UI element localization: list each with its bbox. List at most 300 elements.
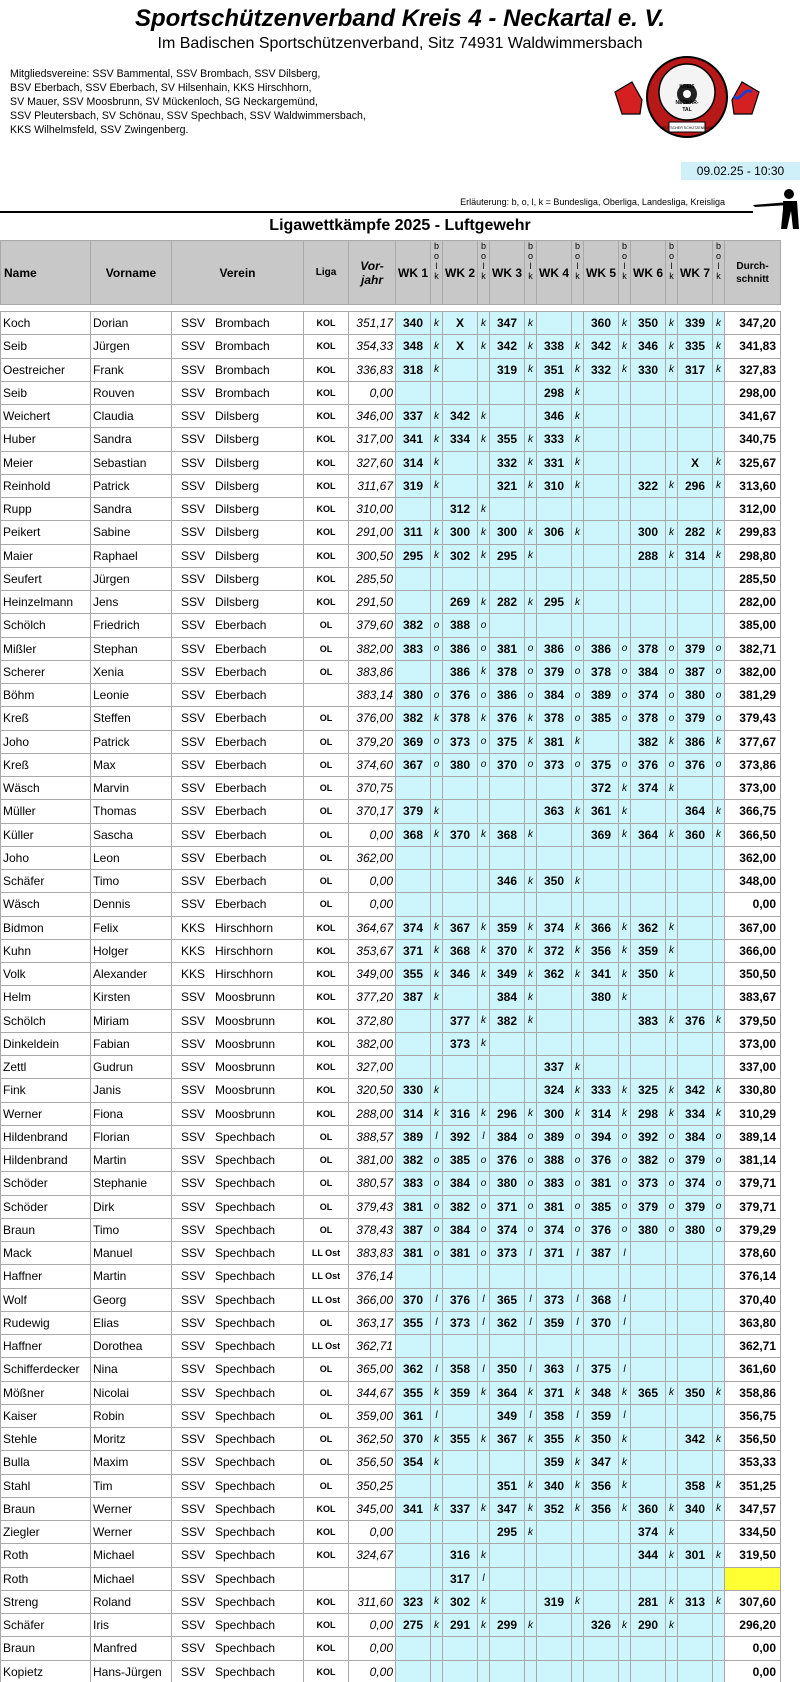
wk-league-cell	[619, 521, 631, 544]
wk-score-cell	[537, 614, 572, 637]
table-row	[1, 893, 781, 916]
wk-score-cell: 386	[443, 637, 478, 660]
wk-league-cell: o	[431, 753, 443, 776]
wk-league-cell	[478, 358, 490, 381]
wk-league-cell: k	[478, 428, 490, 451]
club-town: Spechbach	[215, 1385, 276, 1400]
wk-league-cell: o	[572, 1218, 584, 1241]
wk-league-cell: k	[619, 1474, 631, 1497]
wk-league-cell: o	[525, 1172, 537, 1195]
club-type: SSV	[181, 757, 206, 772]
vorname-cell: Elias	[91, 1311, 172, 1334]
bolk-b: b	[621, 241, 627, 251]
club-town: Spechbach	[215, 1525, 276, 1540]
wk-score-cell	[631, 1637, 666, 1660]
wk-score-cell	[490, 1079, 525, 1102]
wk-score-cell	[490, 800, 525, 823]
wk-score-cell: 356	[584, 1474, 619, 1497]
average-cell: 382,00	[725, 660, 781, 683]
wk-league-cell: k	[572, 451, 584, 474]
wk-league-cell: o	[478, 614, 490, 637]
wk-score-cell: 322	[631, 474, 666, 497]
wk-league-cell: k	[572, 381, 584, 404]
vorname-cell: Thomas	[91, 800, 172, 823]
wk-score-cell: 373	[537, 1288, 572, 1311]
wk-league-cell: k	[431, 986, 443, 1009]
liga-cell: LL Ost	[304, 1335, 349, 1358]
wk-league-cell: o	[666, 660, 678, 683]
wk-score-cell	[678, 1660, 713, 1682]
club-town: Moosbrunn	[215, 990, 276, 1005]
wk-league-cell	[713, 1288, 725, 1311]
vorname-cell: Max	[91, 753, 172, 776]
wk-score-cell	[631, 1032, 666, 1055]
col-vorjahr-line: Vor-	[360, 258, 384, 273]
liga-cell: KOL	[304, 591, 349, 614]
wk-score-cell: 382	[396, 1149, 431, 1172]
wk-score-cell: 388	[443, 614, 478, 637]
wk-score-cell: 341	[584, 963, 619, 986]
wk-score-cell: 371	[490, 1195, 525, 1218]
club-type: SSV	[181, 897, 206, 912]
wk-score-cell: 337	[537, 1056, 572, 1079]
table-row	[1, 753, 781, 776]
wk-league-cell: o	[525, 637, 537, 660]
club-type: SSV	[181, 1106, 206, 1121]
col-wk3[interactable]: WK 3	[490, 241, 525, 305]
wk-league-cell: k	[619, 1497, 631, 1520]
vorjahr-cell: 344,67	[349, 1381, 396, 1404]
wk-score-cell: 386	[443, 660, 478, 683]
table-row	[1, 1149, 781, 1172]
vorname-cell: Werner	[91, 1521, 172, 1544]
wk-league-cell: l	[572, 1404, 584, 1427]
wk-league-cell: l	[619, 1404, 631, 1427]
name-cell: Böhm	[1, 684, 91, 707]
wk-league-cell	[478, 1521, 490, 1544]
club-type: SSV	[181, 827, 206, 842]
club-type: SSV	[181, 1013, 206, 1028]
club-town: Hirschhorn	[215, 943, 274, 958]
wk-score-cell: 295	[396, 544, 431, 567]
wk-league-cell	[713, 939, 725, 962]
verein-cell	[172, 1567, 304, 1590]
wk-league-cell: o	[431, 684, 443, 707]
wk-league-cell	[572, 1335, 584, 1358]
wk-score-cell	[537, 1521, 572, 1544]
wk-score-cell	[396, 1032, 431, 1055]
wk-score-cell: 379	[678, 707, 713, 730]
wk-score-cell: 387	[584, 1242, 619, 1265]
wk-score-cell: 385	[584, 1195, 619, 1218]
wk-score-cell: 340	[396, 312, 431, 335]
wk-score-cell: 334	[443, 428, 478, 451]
wk-league-cell: l	[619, 1288, 631, 1311]
wk-league-cell: k	[431, 1079, 443, 1102]
wk-score-cell	[678, 870, 713, 893]
wk-league-cell	[619, 1590, 631, 1613]
wk-league-cell: k	[572, 335, 584, 358]
table-row	[1, 1474, 781, 1497]
wk-score-cell: 358	[443, 1358, 478, 1381]
wk-score-cell: 339	[678, 312, 713, 335]
wk-league-cell: o	[525, 1125, 537, 1148]
verein-cell	[172, 823, 304, 846]
wk-league-cell	[713, 893, 725, 916]
club-type: SSV	[181, 1432, 206, 1447]
col-wk6[interactable]: WK 6	[631, 241, 666, 305]
vorname-cell: Holger	[91, 939, 172, 962]
verein-cell	[172, 381, 304, 404]
wk-league-cell	[572, 1032, 584, 1055]
wk-league-cell	[619, 1567, 631, 1590]
wk-league-cell	[525, 777, 537, 800]
wk-score-cell: 376	[443, 684, 478, 707]
vorjahr-cell: 364,67	[349, 916, 396, 939]
wk-league-cell: o	[619, 1172, 631, 1195]
wk-score-cell: 300	[443, 521, 478, 544]
wk-league-cell	[572, 1265, 584, 1288]
table-row	[1, 405, 781, 428]
club-town: Eberbach	[215, 827, 267, 842]
wk-league-cell	[572, 823, 584, 846]
wk-league-cell: k	[525, 335, 537, 358]
wk-score-cell: 381	[396, 1195, 431, 1218]
wk-league-cell	[619, 1637, 631, 1660]
wk-score-cell	[678, 1614, 713, 1637]
member-clubs	[10, 67, 430, 137]
wk-league-cell: o	[431, 1149, 443, 1172]
club-town: Hirschhorn	[215, 967, 274, 982]
wk-league-cell	[713, 1637, 725, 1660]
wk-score-cell: 362	[490, 1311, 525, 1334]
wk-league-cell: k	[478, 591, 490, 614]
vorname-cell: Manfred	[91, 1637, 172, 1660]
club-town: Moosbrunn	[215, 1013, 276, 1028]
club-town: Spechbach	[215, 1315, 276, 1330]
col-average[interactable]	[725, 241, 781, 305]
wk-score-cell: 342	[584, 335, 619, 358]
club-type: SSV	[181, 1362, 206, 1377]
vorjahr-cell: 379,43	[349, 1195, 396, 1218]
wk-league-cell: o	[478, 1218, 490, 1241]
wk-league-cell: k	[478, 1497, 490, 1520]
wk-score-cell	[537, 1335, 572, 1358]
wk-league-cell: k	[525, 1614, 537, 1637]
wk-score-cell	[584, 1335, 619, 1358]
vorname-cell: Sandra	[91, 498, 172, 521]
wk-league-cell	[619, 381, 631, 404]
wk-score-cell	[396, 591, 431, 614]
wk-score-cell	[537, 1567, 572, 1590]
wk-league-cell: k	[619, 800, 631, 823]
liga-cell: KOL	[304, 381, 349, 404]
liga-cell: OL	[304, 893, 349, 916]
wk-score-cell: 373	[631, 1172, 666, 1195]
wk-league-cell	[666, 1474, 678, 1497]
wk-league-cell	[572, 893, 584, 916]
name-cell: Seufert	[1, 567, 91, 590]
club-type: SSV	[181, 804, 206, 819]
average-cell: 376,14	[725, 1265, 781, 1288]
wk-score-cell	[490, 614, 525, 637]
average-cell: 285,50	[725, 567, 781, 590]
bolk-k: k	[528, 271, 533, 281]
wk-league-cell	[619, 730, 631, 753]
verein-cell	[172, 660, 304, 683]
average-cell: 379,43	[725, 707, 781, 730]
vorjahr-cell: 356,50	[349, 1451, 396, 1474]
wk-score-cell: 379	[396, 800, 431, 823]
wk-score-cell: 324	[537, 1079, 572, 1102]
wk-score-cell	[678, 614, 713, 637]
wk-score-cell	[631, 567, 666, 590]
col-wk5[interactable]: WK 5	[584, 241, 619, 305]
table-row	[1, 1242, 781, 1265]
wk-league-cell: o	[619, 753, 631, 776]
wk-league-cell	[572, 1009, 584, 1032]
wk-league-cell: l	[572, 1311, 584, 1334]
col-bolk	[525, 241, 537, 305]
wk-league-cell	[525, 1335, 537, 1358]
club-town: Dilsberg	[215, 502, 260, 517]
wk-score-cell: 360	[678, 823, 713, 846]
wk-score-cell	[584, 451, 619, 474]
vorjahr-cell: 0,00	[349, 1637, 396, 1660]
wk-score-cell	[537, 777, 572, 800]
club-town: Dilsberg	[215, 409, 260, 424]
col-vorname[interactable]: Vorname	[91, 241, 172, 305]
wk-score-cell	[678, 1637, 713, 1660]
wk-score-cell	[584, 846, 619, 869]
wk-league-cell	[525, 1451, 537, 1474]
wk-league-cell	[478, 893, 490, 916]
club-town: Spechbach	[215, 1339, 276, 1354]
wk-score-cell: 382	[490, 1009, 525, 1032]
wk-score-cell: 385	[584, 707, 619, 730]
wk-score-cell	[396, 498, 431, 521]
liga-cell: KOL	[304, 451, 349, 474]
vorname-cell: Sascha	[91, 823, 172, 846]
wk-score-cell: 370	[396, 1288, 431, 1311]
wk-league-cell	[572, 777, 584, 800]
wk-league-cell: k	[619, 963, 631, 986]
wk-league-cell	[619, 498, 631, 521]
wk-league-cell	[713, 381, 725, 404]
liga-cell: KOL	[304, 1056, 349, 1079]
wk-score-cell	[678, 498, 713, 521]
wk-score-cell: 314	[396, 451, 431, 474]
col-wk4[interactable]: WK 4	[537, 241, 572, 305]
wk-score-cell: 296	[490, 1102, 525, 1125]
wk-score-cell: 367	[443, 916, 478, 939]
name-cell: Kopietz	[1, 1660, 91, 1682]
name-cell: Roth	[1, 1567, 91, 1590]
wk-score-cell	[631, 893, 666, 916]
club-town: Moosbrunn	[215, 1106, 276, 1121]
wk-league-cell	[478, 1637, 490, 1660]
verein-cell	[172, 1218, 304, 1241]
wk-league-cell	[713, 1242, 725, 1265]
wk-league-cell	[525, 800, 537, 823]
col-vorjahr[interactable]	[349, 241, 396, 305]
wk-league-cell: k	[572, 800, 584, 823]
wk-league-cell: k	[431, 1614, 443, 1637]
table-row	[1, 335, 781, 358]
verein-cell	[172, 335, 304, 358]
wk-league-cell: o	[666, 1218, 678, 1241]
wk-score-cell	[584, 614, 619, 637]
wk-league-cell	[431, 660, 443, 683]
liga-cell: OL	[304, 800, 349, 823]
wk-score-cell: 359	[537, 1451, 572, 1474]
wk-league-cell	[666, 1056, 678, 1079]
table-row	[1, 1102, 781, 1125]
wk-league-cell: o	[525, 1149, 537, 1172]
table-row	[1, 1404, 781, 1427]
wk-league-cell: l	[478, 1125, 490, 1148]
wk-score-cell	[678, 1311, 713, 1334]
vorname-cell: Martin	[91, 1265, 172, 1288]
col-name[interactable]: Name	[1, 241, 91, 305]
vorjahr-cell: 365,00	[349, 1358, 396, 1381]
wk-league-cell: k	[666, 312, 678, 335]
federation-logo	[612, 52, 762, 157]
col-wk1[interactable]: WK 1	[396, 241, 431, 305]
wk-score-cell: 300	[631, 521, 666, 544]
wk-score-cell: 389	[537, 1125, 572, 1148]
liga-cell: KOL	[304, 428, 349, 451]
wk-score-cell: 383	[631, 1009, 666, 1032]
wk-league-cell: l	[572, 1242, 584, 1265]
wk-score-cell: 340	[537, 1474, 572, 1497]
verein-cell	[172, 1102, 304, 1125]
wk-league-cell	[572, 986, 584, 1009]
wk-score-cell	[443, 1660, 478, 1682]
wk-score-cell: 316	[443, 1102, 478, 1125]
liga-cell: OL	[304, 1125, 349, 1148]
wk-league-cell	[666, 591, 678, 614]
wk-league-cell	[525, 614, 537, 637]
wk-score-cell: 342	[678, 1079, 713, 1102]
wk-league-cell	[431, 1474, 443, 1497]
wk-league-cell: k	[713, 451, 725, 474]
club-type: SSV	[181, 432, 206, 447]
verein-cell	[172, 498, 304, 521]
name-cell: Stehle	[1, 1428, 91, 1451]
verein-cell	[172, 963, 304, 986]
wk-score-cell: 376	[584, 1149, 619, 1172]
wk-score-cell: 362	[396, 1358, 431, 1381]
bolk-o: o	[433, 251, 439, 261]
average-cell: 381,29	[725, 684, 781, 707]
average-cell: 325,67	[725, 451, 781, 474]
vorname-cell: Felix	[91, 916, 172, 939]
wk-score-cell	[396, 870, 431, 893]
club-town: Spechbach	[215, 1129, 276, 1144]
wk-league-cell: k	[431, 1590, 443, 1613]
table-row	[1, 870, 781, 893]
club-type: SSV	[181, 385, 206, 400]
wk-league-cell: k	[619, 916, 631, 939]
wk-score-cell	[584, 1009, 619, 1032]
wk-score-cell: 368	[584, 1288, 619, 1311]
wk-league-cell	[713, 1404, 725, 1427]
club-town: Spechbach	[215, 1153, 276, 1168]
vorjahr-cell: 372,80	[349, 1009, 396, 1032]
wk-score-cell: 341	[396, 428, 431, 451]
club-town: Brombach	[215, 316, 270, 331]
wk-score-cell	[490, 1335, 525, 1358]
wk-score-cell: 335	[678, 335, 713, 358]
vorjahr-cell: 354,33	[349, 335, 396, 358]
logo-text: 4	[685, 92, 689, 98]
wk-score-cell: 321	[490, 474, 525, 497]
club-town: Eberbach	[215, 664, 267, 679]
table-row	[1, 1521, 781, 1544]
wk-league-cell: l	[431, 1125, 443, 1148]
bolk-k: k	[669, 271, 674, 281]
wk-score-cell: 363	[537, 800, 572, 823]
wk-league-cell	[431, 1009, 443, 1032]
verein-cell	[172, 567, 304, 590]
wk-league-cell: k	[525, 939, 537, 962]
wk-score-cell	[631, 986, 666, 1009]
wk-league-cell	[525, 498, 537, 521]
verein-cell	[172, 358, 304, 381]
wk-score-cell: 373	[443, 730, 478, 753]
club-town: Spechbach	[215, 1664, 276, 1679]
verein-cell	[172, 916, 304, 939]
wk-league-cell	[666, 1637, 678, 1660]
name-cell: Mißler	[1, 637, 91, 660]
club-type: SSV	[181, 1455, 206, 1470]
wk-score-cell: 364	[678, 800, 713, 823]
wk-score-cell	[631, 1474, 666, 1497]
wk-score-cell	[396, 567, 431, 590]
wk-league-cell: k	[478, 939, 490, 962]
wk-league-cell: o	[619, 1218, 631, 1241]
wk-league-cell: l	[525, 1404, 537, 1427]
table-row	[1, 474, 781, 497]
wk-score-cell: 337	[396, 405, 431, 428]
wk-league-cell	[619, 591, 631, 614]
col-verein[interactable]: Verein	[172, 241, 304, 305]
spacer-row	[1, 305, 781, 312]
club-type: SSV	[181, 641, 206, 656]
verein-cell	[172, 428, 304, 451]
wk-score-cell: 388	[537, 1149, 572, 1172]
verein-cell	[172, 1381, 304, 1404]
wk-league-cell: o	[619, 684, 631, 707]
wk-score-cell: 381	[537, 730, 572, 753]
wk-score-cell	[396, 381, 431, 404]
vorjahr-cell: 388,57	[349, 1125, 396, 1148]
col-liga[interactable]: Liga	[304, 241, 349, 305]
bolk-o: o	[715, 251, 721, 261]
average-cell: 363,80	[725, 1311, 781, 1334]
wk-league-cell: o	[431, 637, 443, 660]
wk-score-cell: 380	[443, 753, 478, 776]
wk-league-cell	[478, 800, 490, 823]
col-wk7[interactable]: WK 7	[678, 241, 713, 305]
timestamp: 09.02.25 - 10:30	[681, 162, 800, 180]
wk-score-cell: 375	[584, 753, 619, 776]
col-wk2[interactable]: WK 2	[443, 241, 478, 305]
wk-score-cell: 362	[631, 916, 666, 939]
liga-cell: KOL	[304, 1660, 349, 1682]
club-type: SSV	[181, 618, 206, 633]
